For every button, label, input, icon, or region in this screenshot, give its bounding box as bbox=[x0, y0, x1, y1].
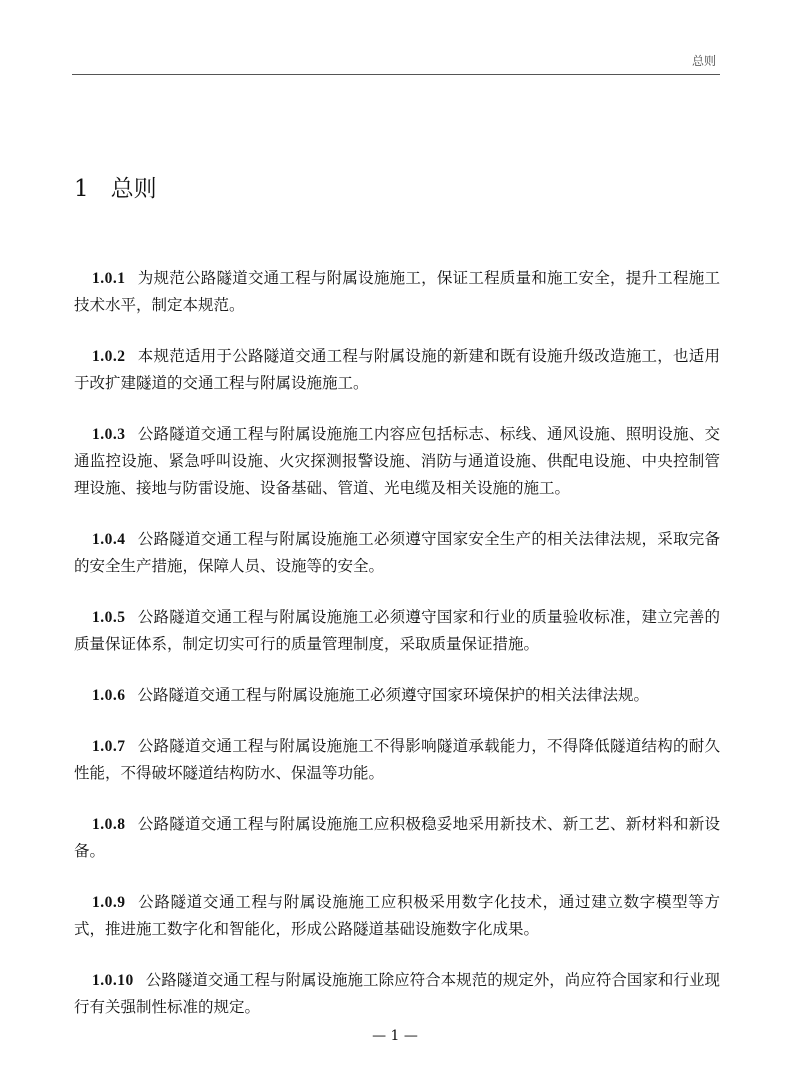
clause-number: 1.0.8 bbox=[92, 816, 126, 833]
clause-1-0-9 bbox=[74, 889, 720, 943]
chapter-number: 1 bbox=[74, 176, 89, 202]
clause-text: 公路隧道交通工程与附属设施施工必须遵守国家安全生产的相关法律法规，采取完备的安全生产措施，保障人员、设施等的安全。 bbox=[74, 530, 720, 575]
chapter-title bbox=[74, 170, 157, 203]
clause-1-0-3 bbox=[74, 421, 720, 502]
chapter-title-text: 总则 bbox=[110, 176, 157, 202]
clause-1-0-4 bbox=[74, 526, 720, 580]
clause-text: 公路隧道交通工程与附属设施施工必须遵守国家环境保护的相关法律法规。 bbox=[137, 686, 650, 704]
clause-number: 1.0.3 bbox=[92, 426, 126, 443]
clause-1-0-7 bbox=[74, 733, 720, 787]
clause-number: 1.0.2 bbox=[92, 348, 126, 365]
clause-1-0-8 bbox=[74, 811, 720, 865]
header-divider bbox=[72, 74, 720, 75]
clause-number: 1.0.1 bbox=[92, 270, 126, 287]
page-number: — 1 — bbox=[372, 1028, 418, 1044]
clause-1-0-2 bbox=[74, 343, 720, 397]
clause-list bbox=[74, 265, 720, 1045]
clause-1-0-6 bbox=[74, 682, 720, 709]
clause-text: 公路隧道交通工程与附属设施施工内容应包括标志、标线、通风设施、照明设施、交通监控设施、紧急呼叫设施、火灾探测报警设施、消防与通道设施、供配电设施、中央控制管理设施、接地与防雷设施、设备基础、管道、光电缆及相关设施的施工。 bbox=[74, 425, 720, 497]
clause-text: 公路隧道交通工程与附属设施施工必须遵守国家和行业的质量验收标准，建立完善的质量保证体系，制定切实可行的质量管理制度，采取质量保证措施。 bbox=[74, 608, 720, 653]
clause-number: 1.0.7 bbox=[92, 738, 126, 755]
clause-text: 为规范公路隧道交通工程与附属设施施工，保证工程质量和施工安全，提升工程施工技术水平，制定本规范。 bbox=[74, 269, 720, 314]
clause-number: 1.0.6 bbox=[92, 687, 126, 704]
clause-number: 1.0.9 bbox=[92, 894, 126, 911]
clause-number: 1.0.4 bbox=[92, 531, 126, 548]
clause-1-0-1 bbox=[74, 265, 720, 319]
running-header: 总则 bbox=[691, 54, 716, 68]
clause-1-0-10 bbox=[74, 967, 720, 1021]
clause-text: 公路隧道交通工程与附属设施施工不得影响隧道承载能力，不得降低隧道结构的耐久性能，不得破坏隧道结构防水、保温等功能。 bbox=[74, 737, 720, 782]
clause-1-0-5 bbox=[74, 604, 720, 658]
clause-text: 公路隧道交通工程与附属设施施工应积极采用数字化技术，通过建立数字模型等方式，推进施工数字化和智能化，形成公路隧道基础设施数字化成果。 bbox=[74, 893, 720, 938]
clause-text: 公路隧道交通工程与附属设施施工除应符合本规范的规定外，尚应符合国家和行业现行有关强制性标准的规定。 bbox=[74, 971, 720, 1016]
clause-text: 本规范适用于公路隧道交通工程与附属设施的新建和既有设施升级改造施工，也适用于改扩建隧道的交通工程与附属设施施工。 bbox=[74, 347, 720, 392]
clause-number: 1.0.10 bbox=[92, 972, 134, 989]
clause-text: 公路隧道交通工程与附属设施施工应积极稳妥地采用新技术、新工艺、新材料和新设备。 bbox=[74, 815, 720, 860]
clause-number: 1.0.5 bbox=[92, 609, 126, 626]
